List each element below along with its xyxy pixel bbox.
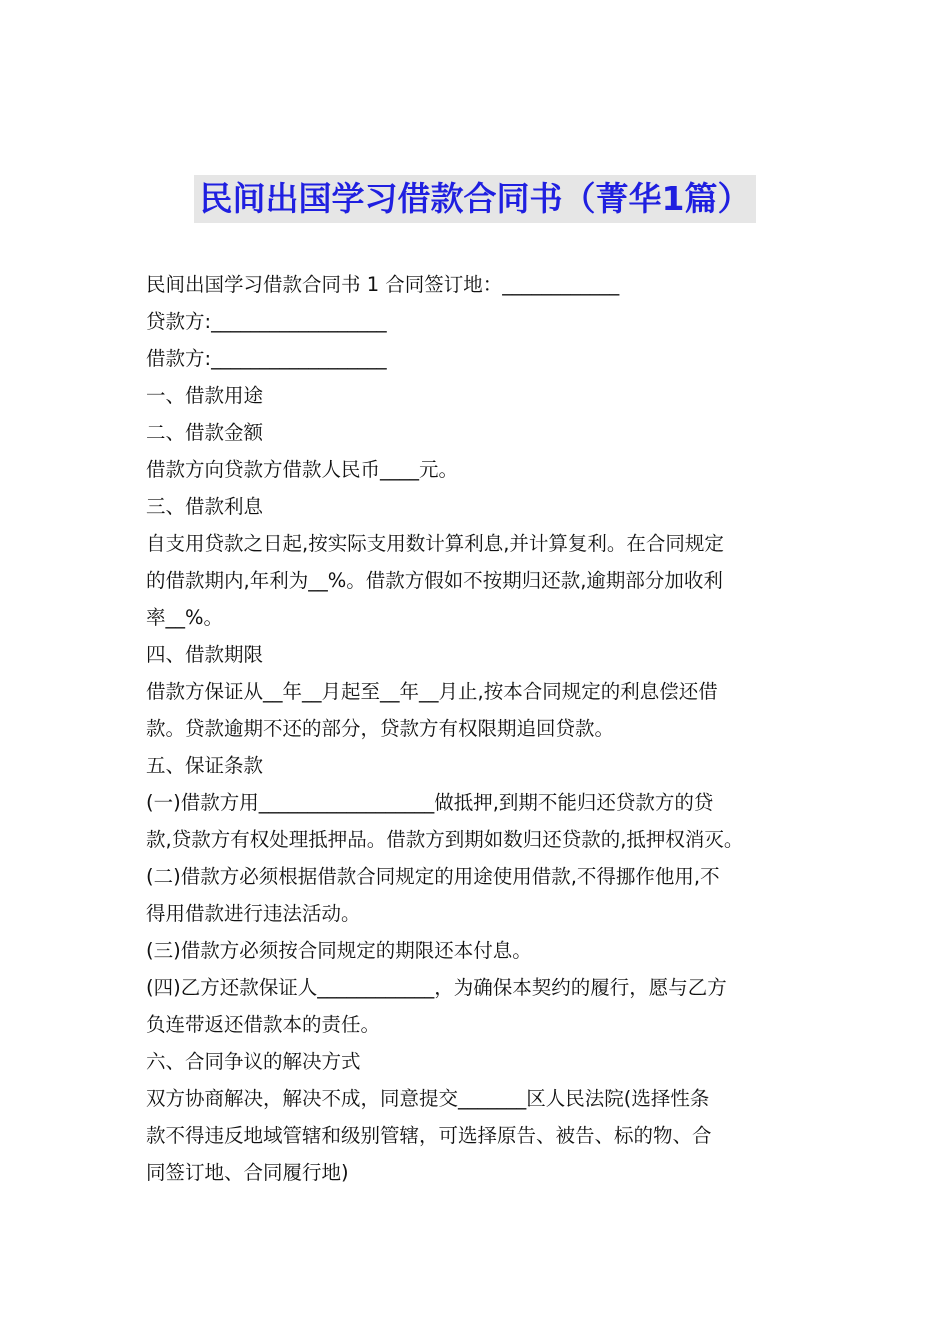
guarantee-4-line-1: (四)乙方还款保证人____________，为确保本契约的履行，愿与乙方	[146, 976, 727, 999]
dispute-text-line-2: 款不得违反地域管辖和级别管辖，可选择原告、被告、标的物、合	[146, 1124, 712, 1147]
document-title: 民间出国学习借款合同书（菁华1篇）	[194, 175, 757, 223]
term-text-line-2: 款。贷款逾期不还的部分，贷款方有权限期追回贷款。	[146, 717, 615, 740]
section-heading-interest: 三、借款利息	[146, 495, 264, 518]
term-text-line-1: 借款方保证从__年__月起至__年__月止,按本合同规定的利息偿还借	[146, 680, 718, 703]
guarantee-4-line-2: 负连带返还借款本的责任。	[146, 1013, 381, 1036]
lender-line: 贷款方:__________________	[146, 310, 387, 333]
interest-text-line-3: 率__%。	[146, 606, 224, 629]
section-heading-dispute: 六、合同争议的解决方式	[146, 1050, 361, 1073]
document-body	[146, 266, 814, 1191]
dispute-text-line-3: 同签订地、合同履行地)	[146, 1161, 349, 1184]
section-heading-guarantee: 五、保证条款	[146, 754, 264, 777]
guarantee-3-line: (三)借款方必须按合同规定的期限还本付息。	[146, 939, 532, 962]
borrower-line: 借款方:__________________	[146, 347, 387, 370]
guarantee-1-line-1: (一)借款方用__________________做抵押,到期不能归还贷款方的贷	[146, 791, 714, 814]
amount-text: 借款方向贷款方借款人民币____元。	[146, 458, 459, 481]
guarantee-2-line-2: 得用借款进行违法活动。	[146, 902, 361, 925]
dispute-text-line-1: 双方协商解决，解决不成，同意提交_______区人民法院(选择性条	[146, 1087, 710, 1110]
guarantee-2-line-1: (二)借款方必须根据借款合同规定的用途使用借款,不得挪作他用,不	[146, 865, 720, 888]
section-heading-purpose: 一、借款用途	[146, 384, 264, 407]
title-wrap	[0, 175, 950, 223]
section-heading-amount: 二、借款金额	[146, 421, 264, 444]
interest-text-line-1: 自支用贷款之日起,按实际支用数计算利息,并计算复利。在合同规定	[146, 532, 724, 555]
contract-place-line: 民间出国学习借款合同书 1 合同签订地：____________	[146, 273, 620, 296]
guarantee-1-line-2: 款,贷款方有权处理抵押品。借款方到期如数归还贷款的,抵押权消灭。	[146, 828, 744, 851]
section-heading-term: 四、借款期限	[146, 643, 264, 666]
interest-text-line-2: 的借款期内,年利为__%。借款方假如不按期归还款,逾期部分加收利	[146, 569, 723, 592]
